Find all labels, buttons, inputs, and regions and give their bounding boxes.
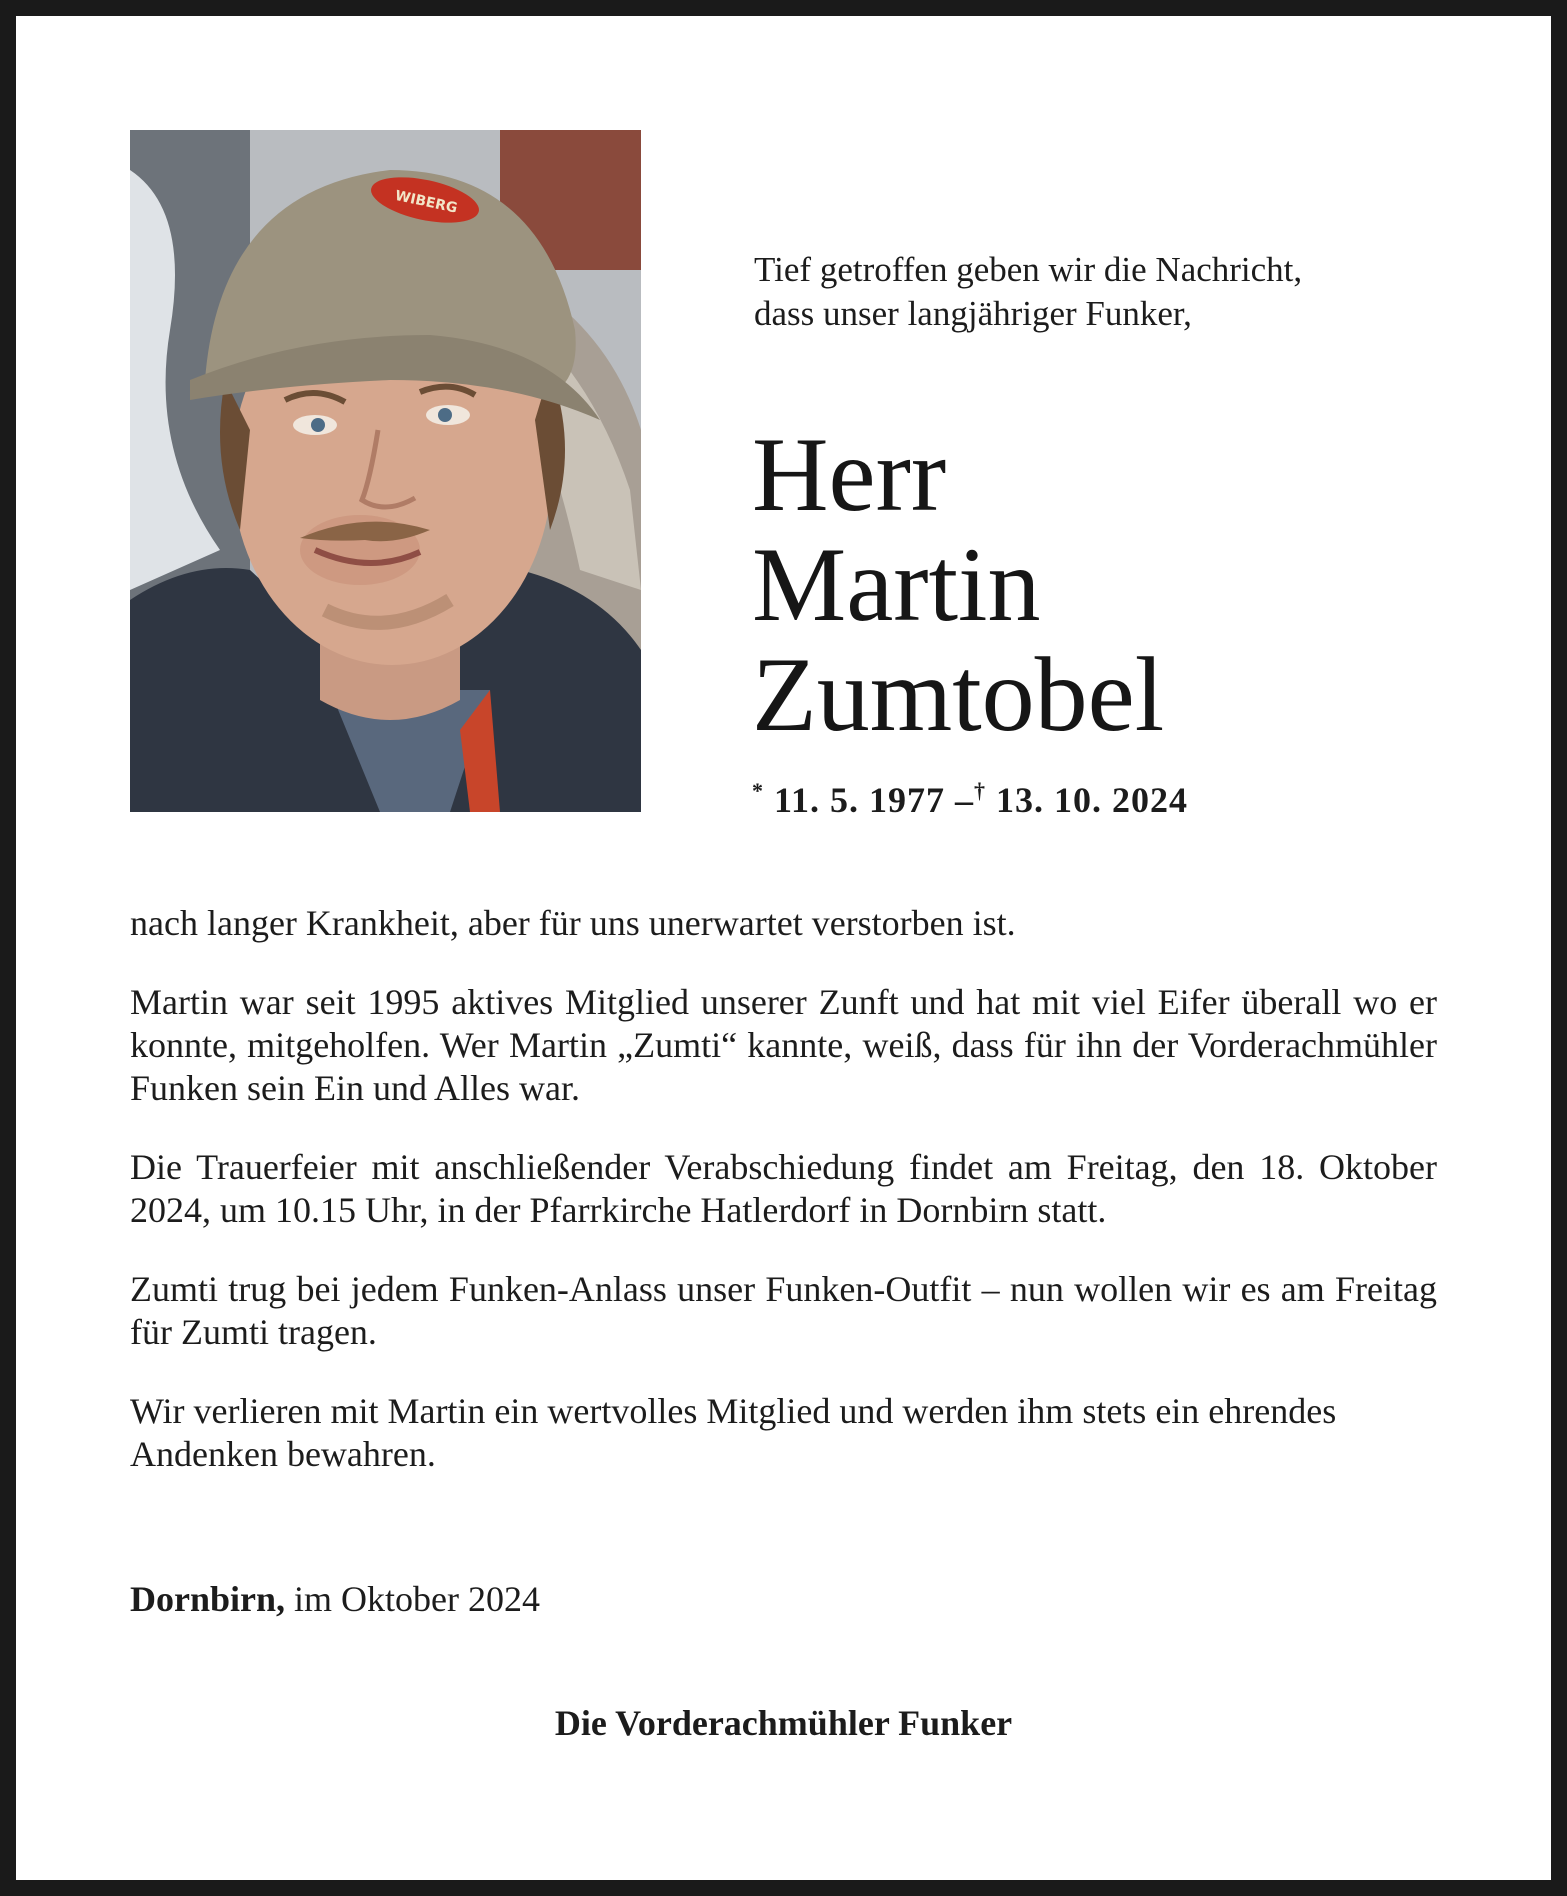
place-and-date xyxy=(130,1578,540,1620)
death-symbol: † xyxy=(974,778,987,803)
body-paragraph-1: nach langer Krankheit, aber für uns unerwartet verstorben ist. xyxy=(130,903,1016,943)
date-separator: – xyxy=(955,780,975,820)
birth-symbol: * xyxy=(752,778,764,803)
signature: Die Vorderachmühler Funker xyxy=(554,1703,1013,1743)
place-date: im Oktober 2024 xyxy=(294,1579,541,1619)
intro-line-2: dass unser langjähriger Funker, xyxy=(754,294,1192,333)
intro-line-1: Tief getroffen geben wir die Nachricht, xyxy=(754,250,1303,289)
name-title: Herr xyxy=(752,416,947,533)
body-paragraph-4: Zumti trug bei jedem Funken-Anlass unser Funken-Outfit – nun wollen wir es am Freitag für Zumti tragen. xyxy=(130,1269,1437,1352)
body-paragraph-5: Wir verlieren mit Martin ein wertvolles Mitglied und werden ihm stets ein ehrendes Andenken bewahren. xyxy=(130,1391,1337,1474)
name-first: Martin xyxy=(752,526,1041,643)
birth-date: 11. 5. 1977 xyxy=(774,780,946,820)
intro-text xyxy=(754,248,1454,336)
name-last: Zumtobel xyxy=(752,636,1165,753)
obituary-body xyxy=(130,902,1437,1512)
portrait-photo xyxy=(130,130,641,812)
body-paragraph-2: Martin war seit 1995 aktives Mitglied unserer Zunft und hat mit viel Eifer überall wo er konnte, mitgeholfen. Wer Martin „Zumti“ kannte, weiß, dass für ihn der Vorderachmühler Funken sein Ein und Alles war. xyxy=(130,982,1437,1108)
body-paragraph-3: Die Trauerfeier mit anschließender Verabschiedung findet am Freitag, den 18. Oktober 2024, um 10.15 Uhr, in der Pfarrkirche Hatlerdorf in Dornbirn statt. xyxy=(130,1147,1437,1230)
cap-logo: WIBERG xyxy=(393,187,459,217)
place-city: Dornbirn, xyxy=(130,1579,286,1619)
death-date: 13. 10. 2024 xyxy=(996,780,1189,820)
life-dates xyxy=(752,778,1188,821)
deceased-name xyxy=(752,416,1165,753)
